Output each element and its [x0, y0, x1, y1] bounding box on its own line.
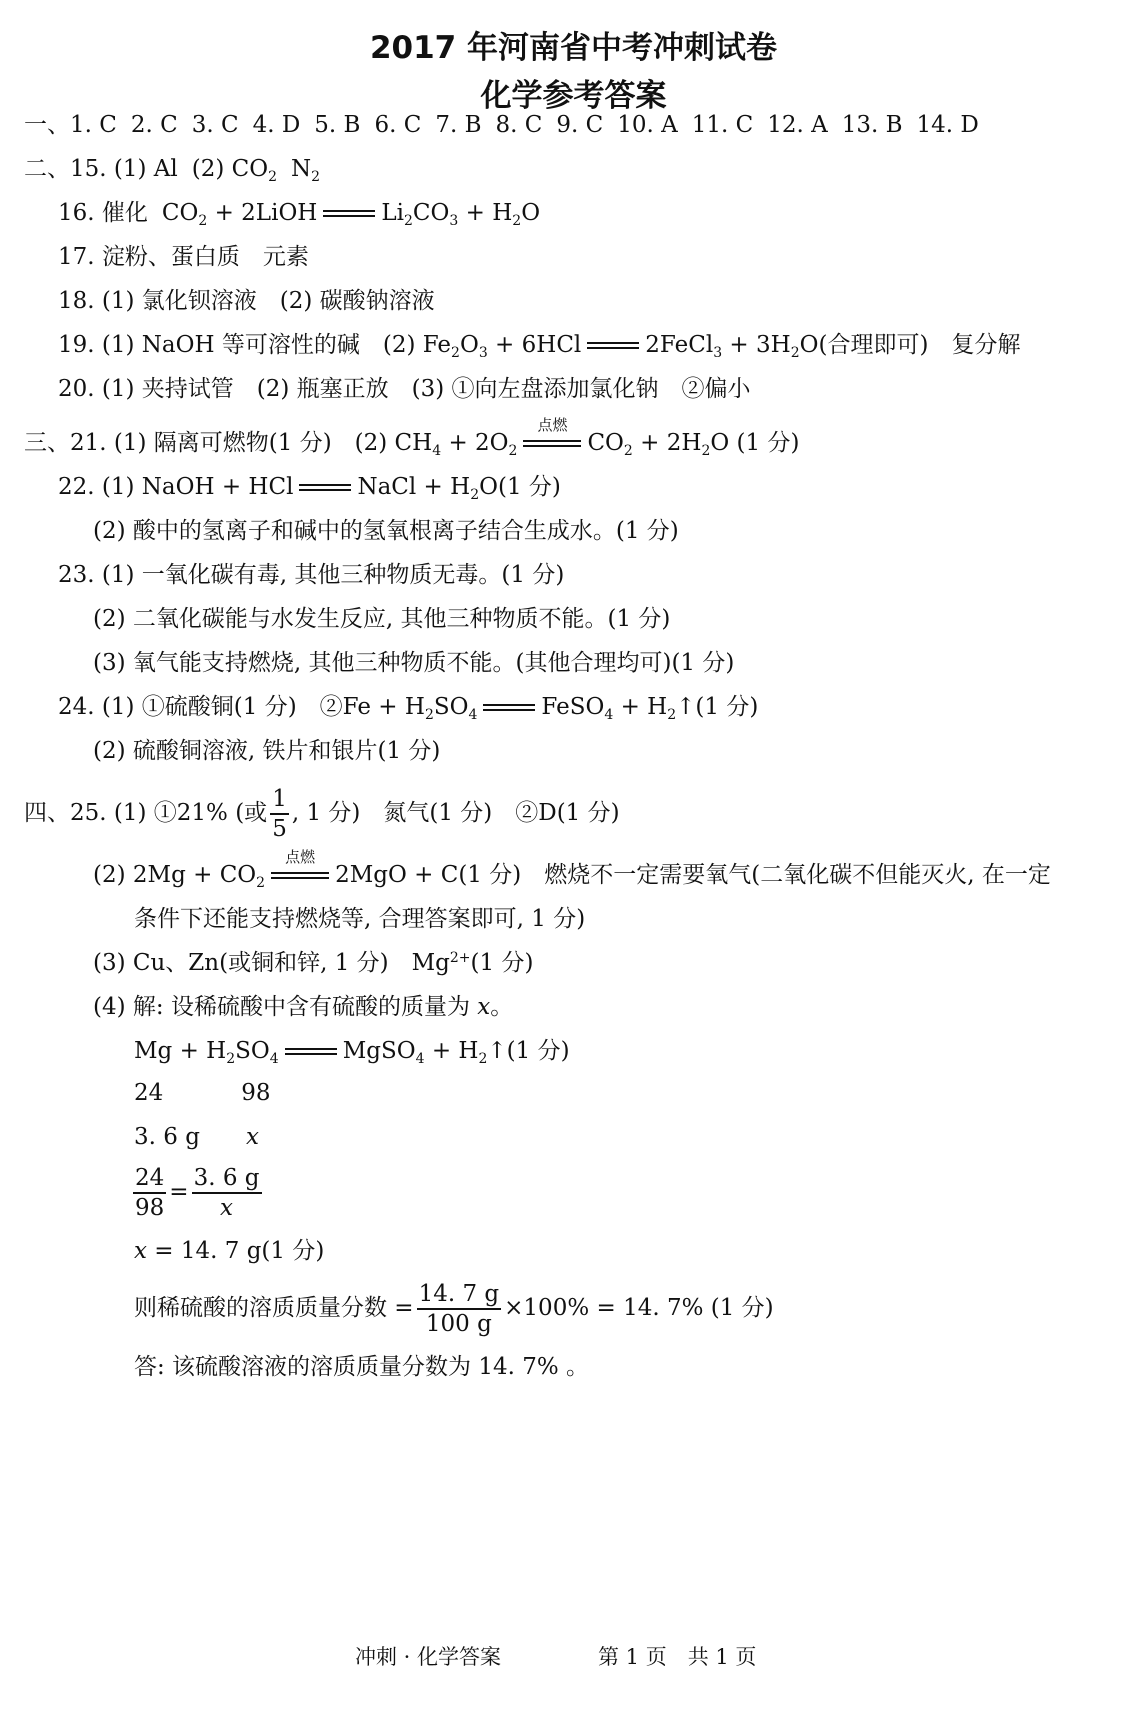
answer-24-1: 24. (1) ①硫酸铜(1 分) ②Fe + $H_2SO_4$ FeSO$_4$ + $H_2↑(1$ 分) [58, 694, 759, 723]
reaction-condition-arrow: 点燃 [523, 437, 581, 451]
answer: 4. D [252, 112, 301, 138]
answer-16: 16. 催化 $CO_2$ + 2LiOH $Li_2CO_3 + H_2O$ [58, 200, 541, 229]
answer-17: 17. 淀粉、蛋白质 元素 [58, 244, 309, 270]
answer-22-1: 22. (1) NaOH + HCl NaCl + $H_2O(1$ 分) [58, 474, 561, 503]
ratio-row-1: 24 98 [134, 1080, 271, 1106]
answer-23-2: (2) 二氧化碳能与水发生反应, 其他三种物质不能。(1 分) [93, 606, 671, 632]
section-label: 一、 [24, 112, 70, 138]
answer: 12. A [767, 112, 828, 138]
answer: 6. C [374, 112, 422, 138]
answer: 10. A [617, 112, 678, 138]
section-1-answers [24, 110, 979, 140]
equals-sign [323, 207, 375, 221]
fraction: $\frac{1}{5}$ [272, 786, 287, 842]
equals-sign [299, 481, 351, 495]
page-title: 2017 年河南省中考冲刺试卷 [369, 30, 778, 66]
answer-25-4: (4) 解: 设稀硫酸中含有硫酸的质量为 x。 [93, 994, 514, 1020]
answer-25-3: (3) Cu、Zn(或铜和锌, 1 分) $Mg^{2+}(1$ 分) [93, 950, 534, 976]
answer-25-1: 四、25. (1) ①21% (或 $\frac{1}{5}$ , 1 分) 氮气(1 分) ②D(1 分) [24, 786, 620, 842]
result: x = 14. 7 g(1 分) [134, 1238, 325, 1264]
answer-23-1: 23. (1) 一氧化碳有毒, 其他三种物质无毒。(1 分) [58, 562, 565, 588]
proportion: $\frac{24}{98}$ = $\frac{3. 6 g}{x}$ [135, 1165, 260, 1221]
answer-15: 二、15. (1) Al (2) $CO_2$ $N_2$ [24, 156, 321, 185]
answer: 3. C [191, 112, 239, 138]
reaction-equation: $Mg + H_2SO_4$ MgSO$_4$ + $H_2↑(1$ 分) [134, 1038, 570, 1067]
answer-22-2: (2) 酸中的氢离子和碱中的氢氧根离子结合生成水。(1 分) [93, 518, 679, 544]
answer: 9. C [556, 112, 604, 138]
answer: 7. B [435, 112, 482, 138]
answer-18: 18. (1) 氯化钡溶液 (2) 碳酸钠溶液 [58, 288, 435, 314]
answer-20: 20. (1) 夹持试管 (2) 瓶塞正放 (3) ①向左盘添加氯化钠 ②偏小 [58, 376, 751, 402]
answer-24-2: (2) 硫酸铜溶液, 铁片和银片(1 分) [93, 738, 441, 764]
page-number: 第 1 页 共 1 页 [598, 1645, 757, 1669]
mass-fraction: 则稀硫酸的溶质质量分数 = $\frac{14. 7 g}{100 g}$ ×100% = 14. 7% (1 分) [134, 1281, 774, 1337]
reaction-condition-arrow: 点燃 [271, 869, 329, 883]
answer: 2. C [130, 112, 178, 138]
section-label: 二、 [24, 156, 70, 182]
final-answer: 答: 该硫酸溶液的溶质质量分数为 14. 7% 。 [134, 1354, 590, 1380]
fraction: $\frac{24}{98}$ [135, 1165, 165, 1221]
equals-sign [587, 339, 639, 353]
ratio-row-2: 3. 6 g x [134, 1124, 259, 1150]
answer-23-3: (3) 氧气能支持燃烧, 其他三种物质不能。(其他合理均可)(1 分) [93, 650, 735, 676]
answer-25-2-cont: 条件下还能支持燃烧等, 合理答案即可, 1 分) [134, 906, 586, 932]
section-label: 四、 [24, 800, 70, 826]
fraction: $\frac{3. 6 g}{x}$ [193, 1165, 260, 1221]
answer: 5. B [314, 112, 361, 138]
footer-text: 冲刺 · 化学答案 [355, 1645, 502, 1669]
answer: 13. B [841, 112, 903, 138]
answer: 8. C [495, 112, 543, 138]
answer: 14. D [916, 112, 979, 138]
answer-21: 三、21. (1) 隔离可燃物(1 分) (2) $CH_4 + 2O_2$ 点燃 $CO_2 + 2H_2O$ (1 分) [24, 416, 800, 459]
equals-sign [483, 701, 535, 715]
page-subtitle: 化学参考答案 [480, 78, 667, 114]
section-label: 三、 [24, 430, 70, 456]
answer-19: 19. (1) NaOH 等可溶性的碱 (2) $Fe_2O_3 + 6HCl$ 2FeCl$_3$ + $3H_2O$(合理即可) 复分解 [58, 332, 1021, 361]
fraction: $\frac{14. 7 g}{100 g}$ [418, 1281, 500, 1337]
equals-sign [285, 1045, 337, 1059]
answer-25-2: (2) $2Mg + CO_2$ 点燃 2MgO + C(1 分) 燃烧不一定需要氧气(二氧化碳不但能灭火, 在一定 [93, 848, 1051, 891]
answer: 1. C [70, 112, 117, 138]
answer: 11. C [691, 112, 754, 138]
